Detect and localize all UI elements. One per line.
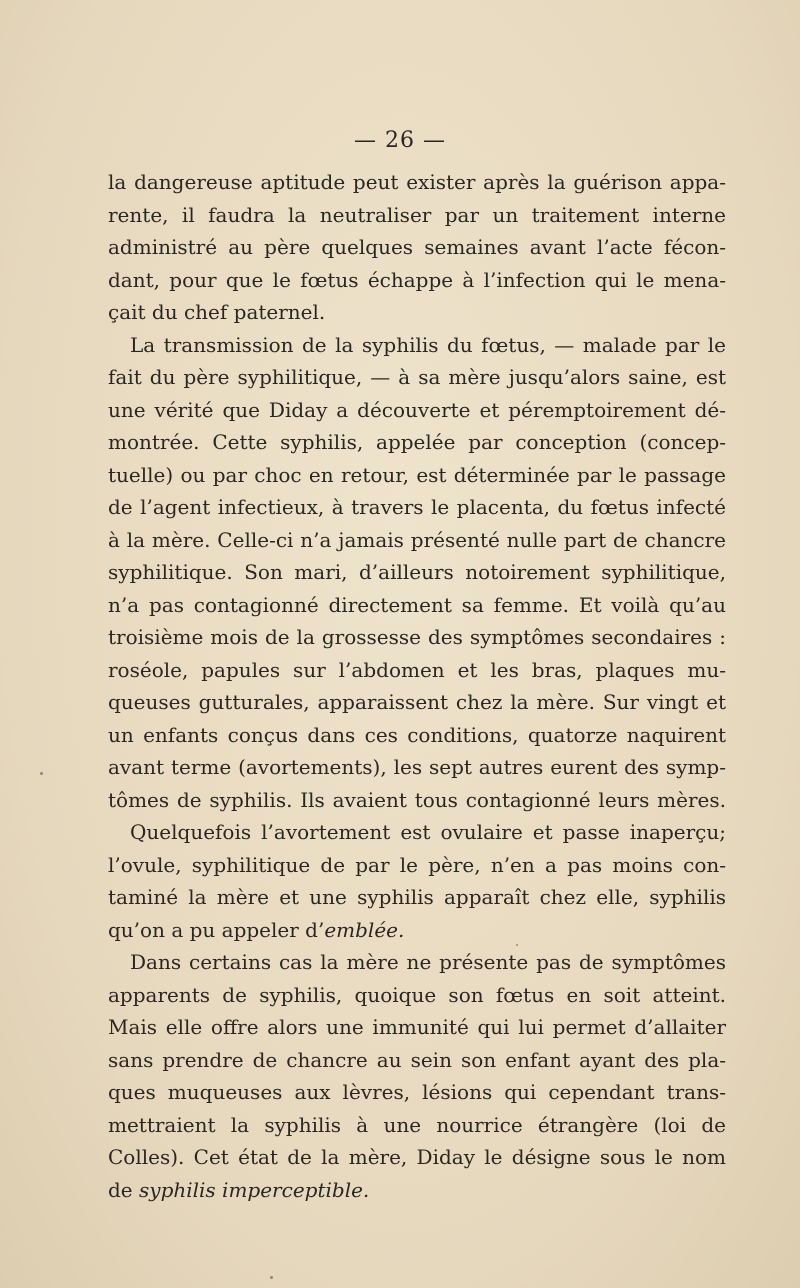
text-line: Dans certains cas la mère ne présente pas de symptômes [130,950,726,974]
text-line: queuses gutturales, apparaissent chez la mère. Sur vingt et [108,690,726,714]
text-line: tuelle) ou par choc en retour, est déterminée par le passage [108,462,726,487]
text-line: taminé la mère et une syphilis apparaît chez elle, syphilis [108,885,726,909]
text-line: tômes de syphilis. Ils avaient tous contagionné leurs mères. [108,787,726,812]
text-line: roséole, papules sur l’abdomen et les bras, plaques mu- [108,657,726,682]
text-line: Colles). Cet état de la mère, Diday le désigne sous le nom [108,1145,726,1169]
text-line: ques muqueuses aux lèvres, lésions qui cependant trans- [108,1080,726,1104]
paragraph-4 [108,946,726,1206]
paper-speck [270,1276,273,1279]
paper-speck [516,944,518,946]
text-line: dant, pour que le fœtus échappe à l’infection qui le mena- [108,267,726,292]
text-line: apparents de syphilis, quoique son fœtus en soit atteint. [108,982,726,1007]
paper-speck [40,772,43,775]
text-line: La transmission de la syphilis du fœtus, — malade par le [130,332,726,357]
paragraph-3 [108,816,726,946]
page-number: — 26 — [354,128,446,153]
text-line: rente, il faudra la neutraliser par un traitement interne [108,202,726,227]
paragraph-1 [108,166,726,329]
text-line: avant terme (avortements), les sept autres eurent des symp- [108,755,726,779]
italic-term: emblée. [324,917,405,942]
text-line: montrée. Cette syphilis, appelée par conception (concep- [108,430,726,454]
text-line: troisième mois de la grossesse des symptômes secondaires : [108,625,726,649]
text-line: un enfants conçus dans ces conditions, quatorze naquirent [108,722,726,747]
text-line: syphilitique. Son mari, d’ailleurs notoirement syphilitique, [108,560,726,584]
text-line: fait du père syphilitique, — à sa mère jusqu’alors saine, est [108,365,726,389]
text-line: çait du chef paternel. [108,300,326,324]
text-line: sans prendre de chancre au sein son enfant ayant des pla- [108,1047,726,1072]
text-run: qu’on a pu appeler d’ [108,917,325,942]
text-line: une vérité que Diday a découverte et péremptoirement dé- [108,397,726,422]
text-line: à la mère. Celle-ci n’a jamais présenté nulle part de chancre [108,527,726,552]
text-line: Quelquefois l’avortement est ovulaire et passe inaperçu; [130,820,726,844]
text-line: administré au père quelques semaines avant l’acte fécon- [108,235,726,259]
text-line: Mais elle offre alors une immunité qui lui permet d’allaiter [108,1015,726,1039]
italic-term: syphilis imperceptible. [139,1177,370,1202]
text-line [108,914,726,947]
text-line [108,1174,726,1207]
body-text [108,166,726,1206]
text-line: mettraient la syphilis à une nourrice étrangère (loi de [108,1112,726,1137]
text-line: n’a pas contagionné directement sa femme. Et voilà qu’au [108,592,726,617]
text-run: de [108,1177,139,1202]
text-line: l’ovule, syphilitique de par le père, n’en a pas moins con- [108,852,726,877]
text-line: de l’agent infectieux, à travers le placenta, du fœtus infecté [108,495,726,519]
paragraph-2 [108,329,726,817]
text-line: la dangereuse aptitude peut exister après la guérison appa- [108,170,726,194]
